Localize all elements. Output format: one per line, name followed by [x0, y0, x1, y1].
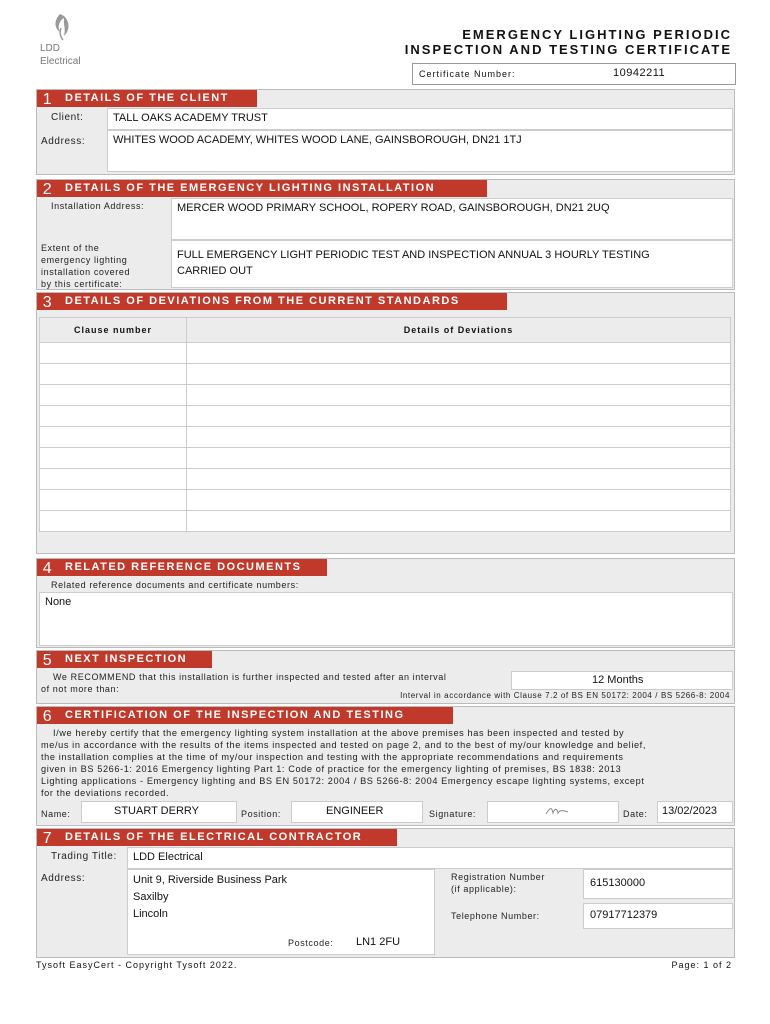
trading-title-label: Trading Title:	[51, 851, 117, 862]
page-title	[405, 27, 732, 57]
section-2-header	[37, 180, 487, 197]
deviation-details-header: Details of Deviations	[187, 318, 731, 343]
interval-text-line: We RECOMMEND that this installation is further inspected and tested after an interval	[53, 672, 447, 682]
registration-label	[451, 871, 545, 895]
extent-value-line: FULL EMERGENCY LIGHT PERIODIC TEST AND INSPECTION ANNUAL 3 HOURLY TESTING	[177, 249, 650, 261]
table-row	[40, 364, 731, 385]
installation-address-label: Installation Address:	[51, 201, 145, 211]
section-number: 1	[42, 91, 54, 108]
section-number: 6	[42, 708, 54, 725]
name-label: Name:	[41, 809, 71, 819]
section-6-header	[37, 707, 453, 724]
section-number: 2	[42, 181, 54, 198]
signature-label: Signature:	[429, 809, 477, 819]
clause-cell[interactable]	[40, 343, 187, 364]
position-field[interactable]	[291, 801, 423, 823]
signature-icon	[544, 805, 570, 817]
section-title: RELATED REFERENCE DOCUMENTS	[65, 561, 302, 573]
clause-cell[interactable]	[40, 385, 187, 406]
client-value: TALL OAKS ACADEMY TRUST	[113, 112, 268, 124]
client-address-field[interactable]	[107, 130, 733, 172]
interval-value: 12 Months	[592, 674, 644, 686]
deviation-cell[interactable]	[187, 448, 731, 469]
table-header-row	[40, 318, 731, 343]
deviation-cell[interactable]	[187, 364, 731, 385]
contractor-address-line: Unit 9, Riverside Business Park	[133, 874, 288, 886]
table-row	[40, 343, 731, 364]
position-value: ENGINEER	[326, 805, 384, 817]
section-title: DETAILS OF THE EMERGENCY LIGHTING INSTALLATION	[65, 182, 436, 194]
certification-line: I/we hereby certify that the emergency lighting system installation at the above premises has been inspected and tested by	[53, 728, 625, 738]
section-title: DETAILS OF DEVIATIONS FROM THE CURRENT STANDARDS	[65, 295, 460, 307]
date-label: Date:	[623, 809, 648, 819]
contractor-address-field[interactable]	[127, 869, 435, 955]
client-field[interactable]	[107, 108, 733, 130]
references-field[interactable]	[39, 592, 733, 646]
section-references	[36, 558, 735, 648]
registration-label-line: Registration Number	[451, 872, 545, 882]
clause-cell[interactable]	[40, 469, 187, 490]
section-client	[36, 89, 735, 175]
footer-copyright: Tysoft EasyCert - Copyright Tysoft 2022.	[36, 960, 238, 970]
telephone-label: Telephone Number:	[451, 911, 540, 921]
extent-label-line: Extent of the	[41, 243, 100, 253]
table-row	[40, 385, 731, 406]
clause-number-header: Clause number	[40, 318, 187, 343]
section-installation	[36, 179, 735, 290]
clause-cell[interactable]	[40, 427, 187, 448]
table-row	[40, 490, 731, 511]
section-title: NEXT INSPECTION	[65, 653, 188, 665]
extent-label-line: by this certificate:	[41, 279, 123, 289]
extent-value-line: CARRIED OUT	[177, 265, 253, 277]
section-next-inspection	[36, 650, 735, 704]
logo-text	[40, 42, 81, 68]
contractor-address-label: Address:	[41, 873, 86, 884]
telephone-value: 07917712379	[590, 909, 658, 921]
interval-text-line: of not more than:	[41, 684, 120, 694]
client-label: Client:	[51, 112, 84, 123]
footer-page-number: Page: 1 of 2	[671, 960, 732, 970]
references-label: Related reference documents and certificate numbers:	[51, 580, 299, 590]
section-number: 4	[42, 560, 54, 577]
deviation-cell[interactable]	[187, 406, 731, 427]
section-number: 7	[42, 830, 54, 847]
certification-line: given in BS 5266-1: 2016 Emergency lighting Part 1: Code of practice for the emergency lighting of premises, BS 1838: 2013	[41, 764, 622, 774]
table-row	[40, 406, 731, 427]
table-row	[40, 427, 731, 448]
table-row	[40, 448, 731, 469]
section-number: 5	[42, 652, 54, 669]
postcode-value[interactable]: LN1 2FU	[356, 936, 401, 948]
section-title: DETAILS OF THE ELECTRICAL CONTRACTOR	[65, 831, 363, 843]
clause-cell[interactable]	[40, 364, 187, 385]
title-line-1: EMERGENCY LIGHTING PERIODIC	[462, 27, 732, 42]
extent-label	[41, 242, 130, 290]
client-address-value: WHITES WOOD ACADEMY, WHITES WOOD LANE, GAINSBOROUGH, DN21 1TJ	[113, 134, 522, 146]
contractor-address-line: Saxilby	[133, 891, 169, 903]
interval-note: Interval in accordance with Clause 7.2 of BS EN 50172: 2004 / BS 5266-8: 2004	[400, 691, 730, 700]
installation-address-value: MERCER WOOD PRIMARY SCHOOL, ROPERY ROAD, GAINSBOROUGH, DN21 2UQ	[177, 202, 610, 214]
deviation-cell[interactable]	[187, 343, 731, 364]
references-value: None	[45, 596, 72, 608]
section-title: DETAILS OF THE CLIENT	[65, 92, 229, 104]
clause-cell[interactable]	[40, 511, 187, 532]
extent-label-line: emergency lighting	[41, 255, 128, 265]
contractor-address-line: Lincoln	[133, 908, 168, 920]
title-line-2: INSPECTION AND TESTING CERTIFICATE	[404, 42, 732, 57]
certificate-number-label: Certificate Number:	[419, 69, 516, 79]
section-number: 3	[42, 294, 54, 311]
signature-field[interactable]	[487, 801, 619, 823]
name-field[interactable]	[81, 801, 237, 823]
date-field[interactable]	[657, 801, 733, 823]
clause-cell[interactable]	[40, 448, 187, 469]
section-contractor	[36, 828, 735, 958]
extent-field[interactable]	[171, 240, 733, 288]
deviations-table	[39, 317, 731, 532]
telephone-field[interactable]	[583, 903, 733, 929]
logo-sub: Electrical	[40, 56, 81, 67]
deviation-cell[interactable]	[187, 469, 731, 490]
section-title: CERTIFICATION OF THE INSPECTION AND TESTING	[65, 709, 405, 721]
section-deviations	[36, 292, 735, 554]
interval-text	[41, 671, 447, 695]
certificate-number-box	[412, 63, 736, 85]
registration-label-line: (if applicable):	[451, 884, 517, 894]
certification-line: the installation complies at the time of my/our inspection and testing with the appropriate recommendations and requirements	[41, 752, 624, 762]
deviation-cell[interactable]	[187, 490, 731, 511]
table-row	[40, 511, 731, 532]
certification-line: Lighting applications - Emergency lighting and BS EN 50172: 2004 / BS 5266-8: 2004 Emergency escape lighting systems, except	[41, 776, 645, 786]
certification-line: for the deviations recorded.	[41, 788, 170, 798]
certificate-number-field[interactable]: 10942211	[613, 67, 666, 79]
logo-name: LDD	[40, 43, 61, 54]
section-5-header	[37, 651, 212, 668]
certification-line: me/us in accordance with the results of the items inspected and tested on page 2, and to the best of my/our knowledge and belief,	[41, 740, 646, 750]
clause-cell[interactable]	[40, 490, 187, 511]
clause-cell[interactable]	[40, 406, 187, 427]
registration-field[interactable]	[583, 869, 733, 899]
deviation-cell[interactable]	[187, 511, 731, 532]
client-address-label: Address:	[41, 136, 86, 147]
registration-value: 615130000	[590, 877, 646, 889]
position-label: Position:	[241, 809, 281, 819]
section-7-header	[37, 829, 397, 846]
deviation-cell[interactable]	[187, 427, 731, 448]
deviation-cell[interactable]	[187, 385, 731, 406]
postcode-label: Postcode:	[288, 938, 334, 948]
extent-label-line: installation covered	[41, 267, 131, 277]
trading-title-field[interactable]	[127, 847, 733, 869]
name-value: STUART DERRY	[114, 805, 199, 817]
trading-title-value: LDD Electrical	[133, 851, 203, 863]
interval-field[interactable]	[511, 671, 733, 690]
table-row	[40, 469, 731, 490]
section-4-header	[37, 559, 327, 576]
certification-paragraph	[41, 727, 646, 799]
date-value: 13/02/2023	[662, 805, 718, 817]
section-1-header	[37, 90, 257, 107]
section-3-header	[37, 293, 507, 310]
section-certification	[36, 706, 735, 826]
installation-address-field[interactable]	[171, 198, 733, 240]
